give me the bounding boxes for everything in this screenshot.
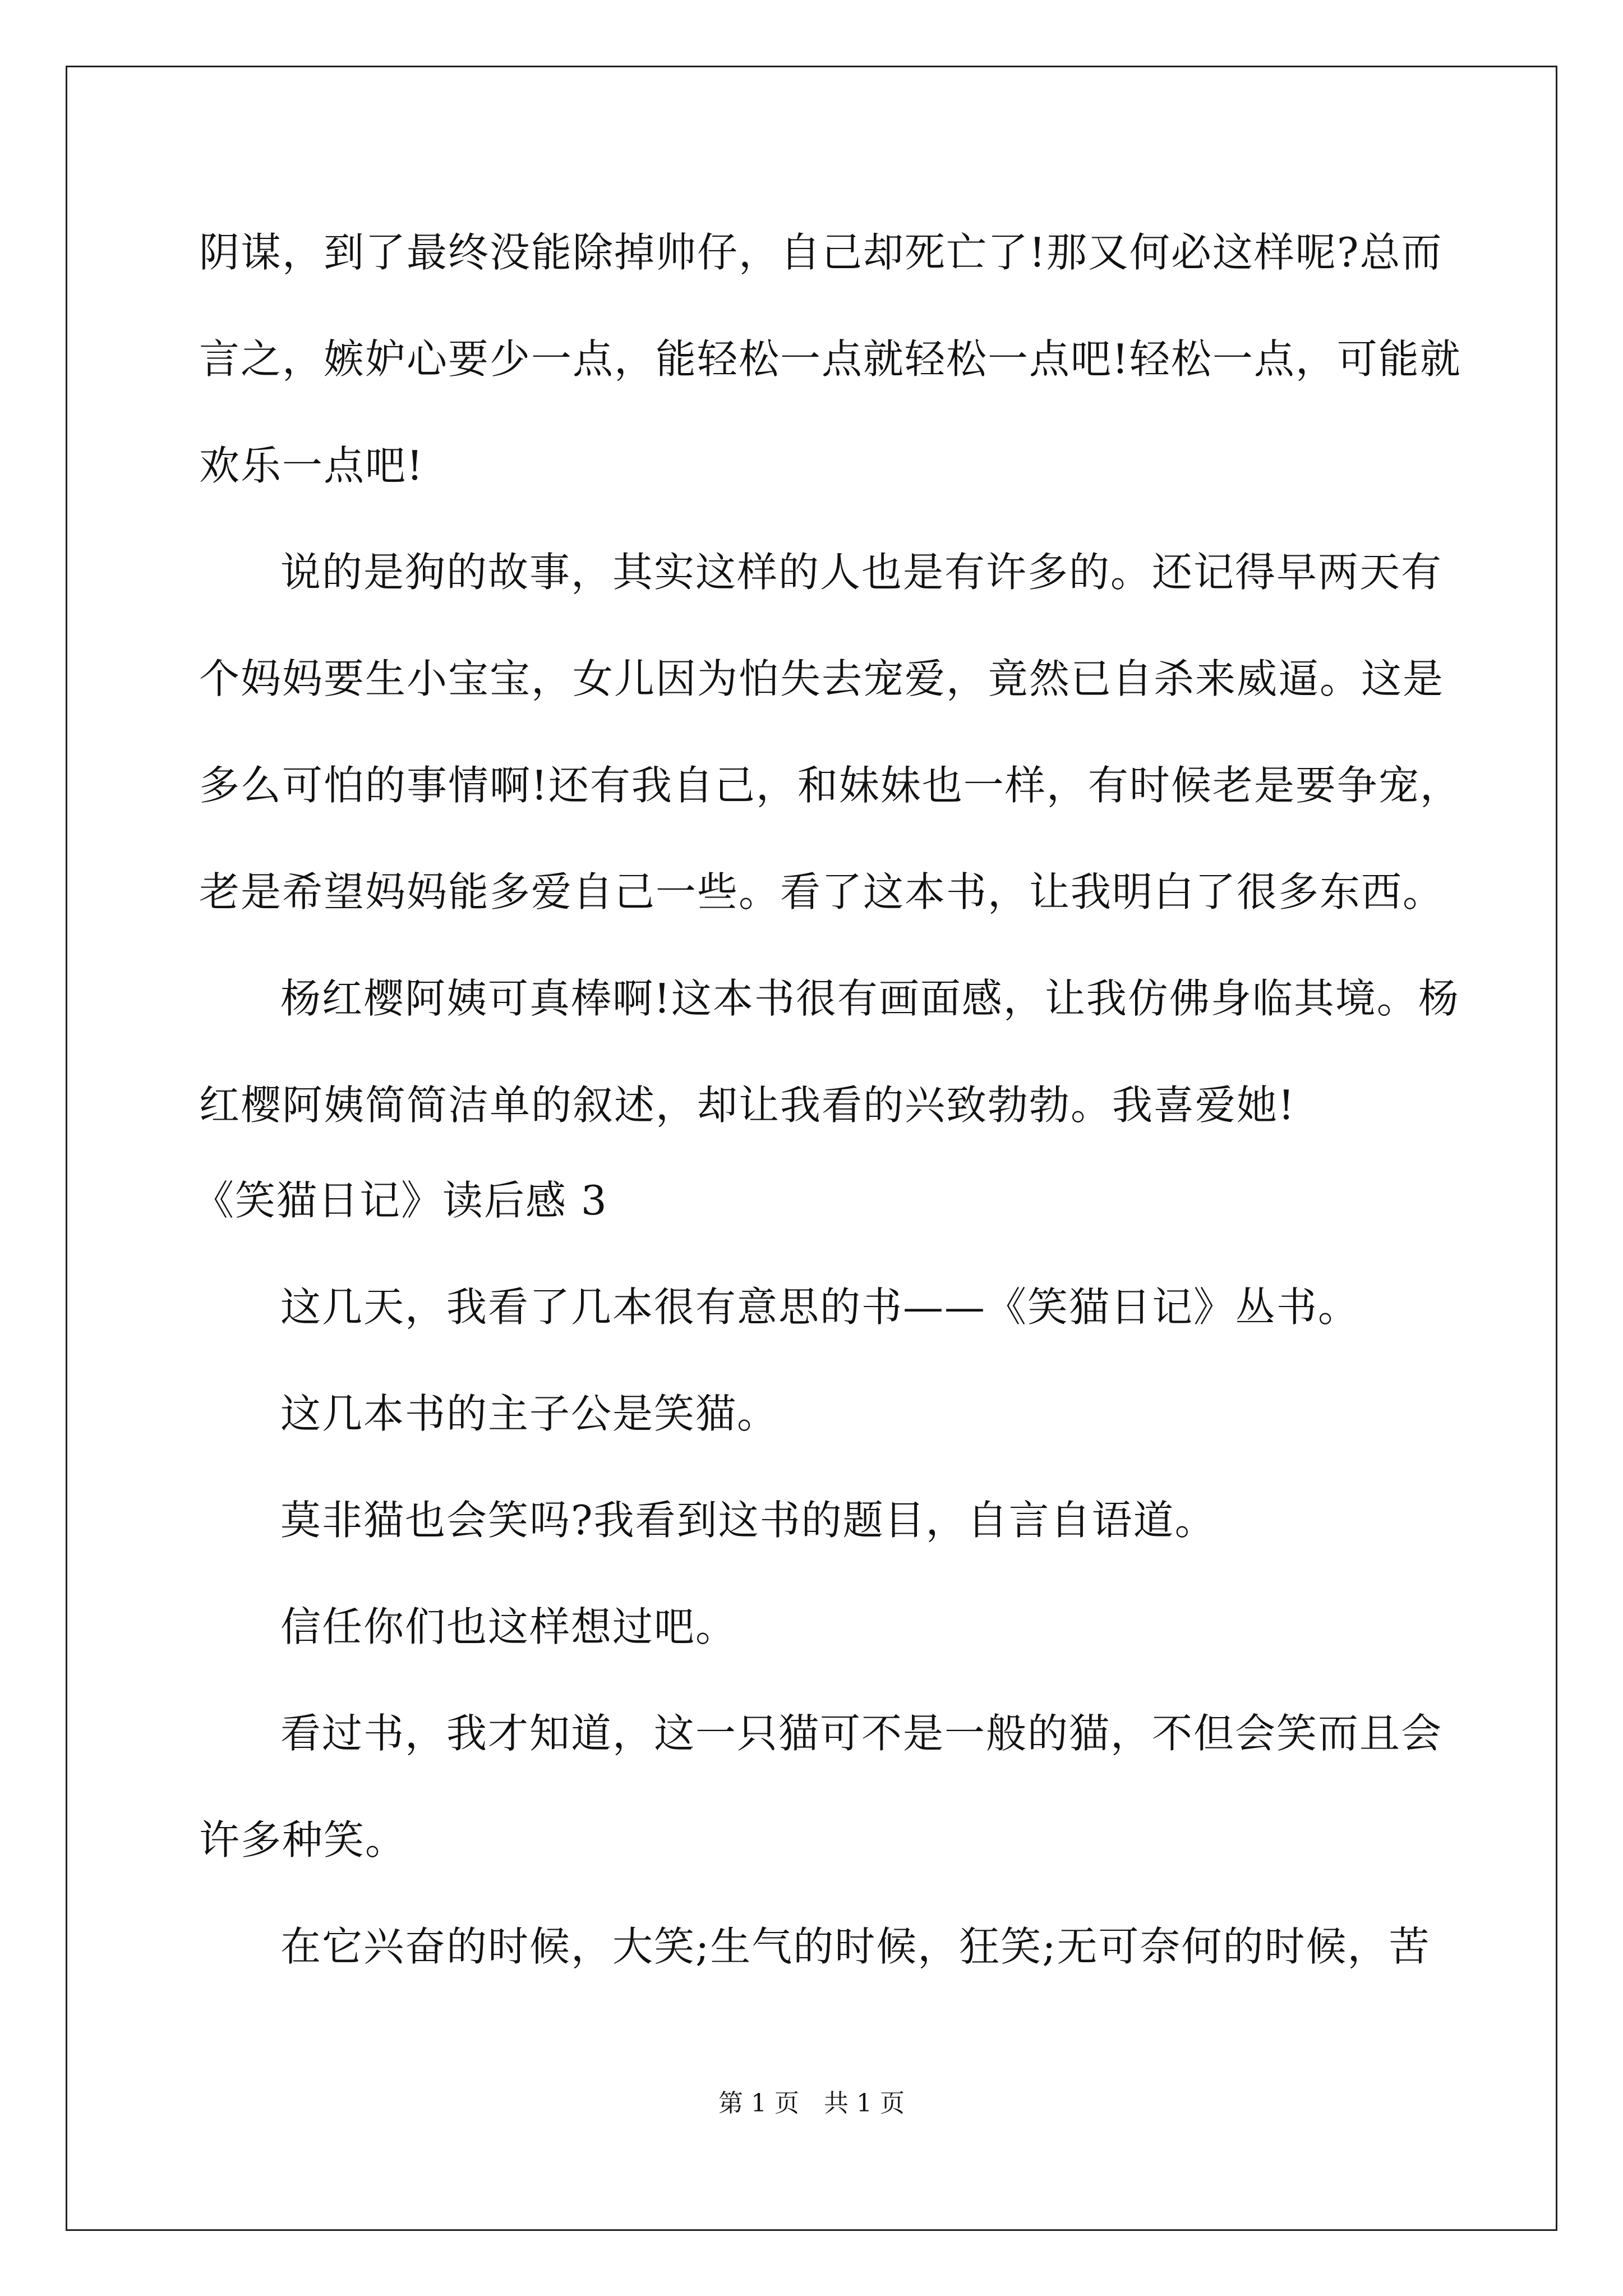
- paragraph-line: 这几本书的主子公是笑猫。: [280, 1390, 779, 1437]
- paragraph-line: 许多种笑。: [199, 1816, 407, 1864]
- paragraph-line: 说的是狗的故事，其实这样的人也是有许多的。还记得早两天有: [280, 549, 1443, 596]
- paragraph-line: 莫非猫也会笑吗?我看到这书的题目，自言自语道。: [280, 1497, 1216, 1544]
- paragraph-line: 在它兴奋的时候，大笑;生气的时候，狂笑;无可奈何的时候，苦: [280, 1923, 1431, 1970]
- paragraph-line: 多么可怕的事情啊!还有我自己，和妹妹也一样，有时候老是要争宠，: [199, 762, 1461, 809]
- paragraph-line: 看过书，我才知道，这一只猫可不是一般的猫，不但会笑而且会: [280, 1710, 1443, 1757]
- paragraph-line: 老是希望妈妈能多爱自己一些。看了这本书，让我明白了很多东西。: [199, 868, 1445, 915]
- paragraph-line: 欢乐一点吧!: [199, 442, 424, 489]
- paragraph-line: 个妈妈要生小宝宝，女儿因为怕失去宠爱，竟然已自杀来威逼。这是: [199, 655, 1445, 702]
- page-number-footer: 第 1 页 共 1 页: [718, 2089, 905, 2118]
- page-border: [66, 66, 1557, 2231]
- paragraph-line: 言之，嫉妒心要少一点，能轻松一点就轻松一点吧!轻松一点，可能就: [199, 335, 1461, 383]
- paragraph-line: 阴谋，到了最终没能除掉帅仔，自己却死亡了!那又何必这样呢?总而: [199, 229, 1443, 276]
- section-heading: 《笑猫日记》读后感 3: [193, 1177, 608, 1224]
- paragraph-line: 杨红樱阿姨可真棒啊!这本书很有画面感，让我仿佛身临其境。杨: [280, 975, 1460, 1022]
- paragraph-line: 红樱阿姨简简洁单的叙述，却让我看的兴致勃勃。我喜爱她!: [199, 1082, 1295, 1129]
- paragraph-line: 信任你们也这样想过吧。: [280, 1603, 737, 1650]
- paragraph-line: 这几天，我看了几本很有意思的书——《笑猫日记》丛书。: [280, 1283, 1360, 1331]
